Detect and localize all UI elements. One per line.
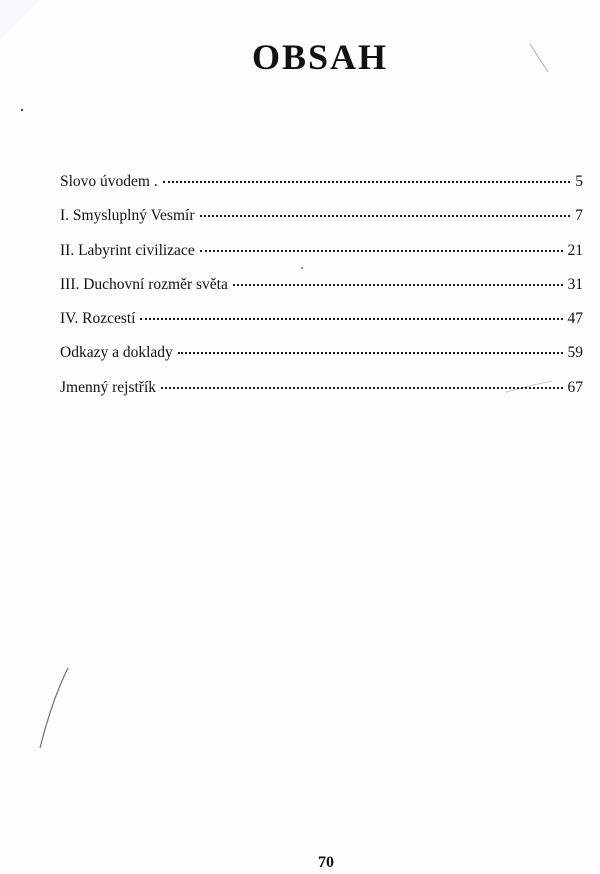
toc-entry-label: Jmenný rejstřík — [60, 378, 156, 396]
toc-entry-page: 5 — [575, 173, 583, 190]
dot-leader — [140, 318, 562, 320]
toc-entry-label: I. Smysluplný Vesmír — [60, 207, 195, 225]
toc-entry — [60, 379, 583, 413]
toc-entry-page: 47 — [567, 310, 583, 328]
toc-entry-label: III. Duchovní rozměr světa — [60, 275, 228, 293]
toc-entry-label: II. Labyrint civilizace — [60, 241, 195, 259]
table-of-contents — [60, 173, 583, 413]
toc-entry-page: 21 — [567, 241, 583, 259]
dot-leader — [178, 352, 563, 354]
toc-entry — [60, 242, 583, 276]
toc-entry — [60, 310, 583, 344]
toc-entry — [60, 276, 583, 310]
toc-entry-label: Odkazy a doklady — [60, 344, 173, 362]
toc-entry — [60, 344, 583, 378]
toc-entry-label: Slovo úvodem . — [60, 173, 158, 190]
toc-entry-page: 7 — [575, 207, 583, 225]
dot-leader — [161, 387, 563, 389]
toc-entry-page: 31 — [567, 275, 583, 293]
dot-leader — [233, 284, 563, 286]
dot-leader — [163, 181, 571, 183]
toc-entry-page: 67 — [567, 378, 583, 396]
dot-leader — [200, 250, 563, 252]
page-number: 70 — [318, 854, 334, 871]
toc-entry-page: 59 — [567, 344, 583, 362]
page-title: OBSAH — [251, 37, 389, 77]
toc-entry — [60, 173, 583, 207]
toc-entry-label: IV. Rozcestí — [60, 310, 136, 328]
dot-leader — [200, 215, 571, 217]
toc-entry — [60, 207, 583, 241]
